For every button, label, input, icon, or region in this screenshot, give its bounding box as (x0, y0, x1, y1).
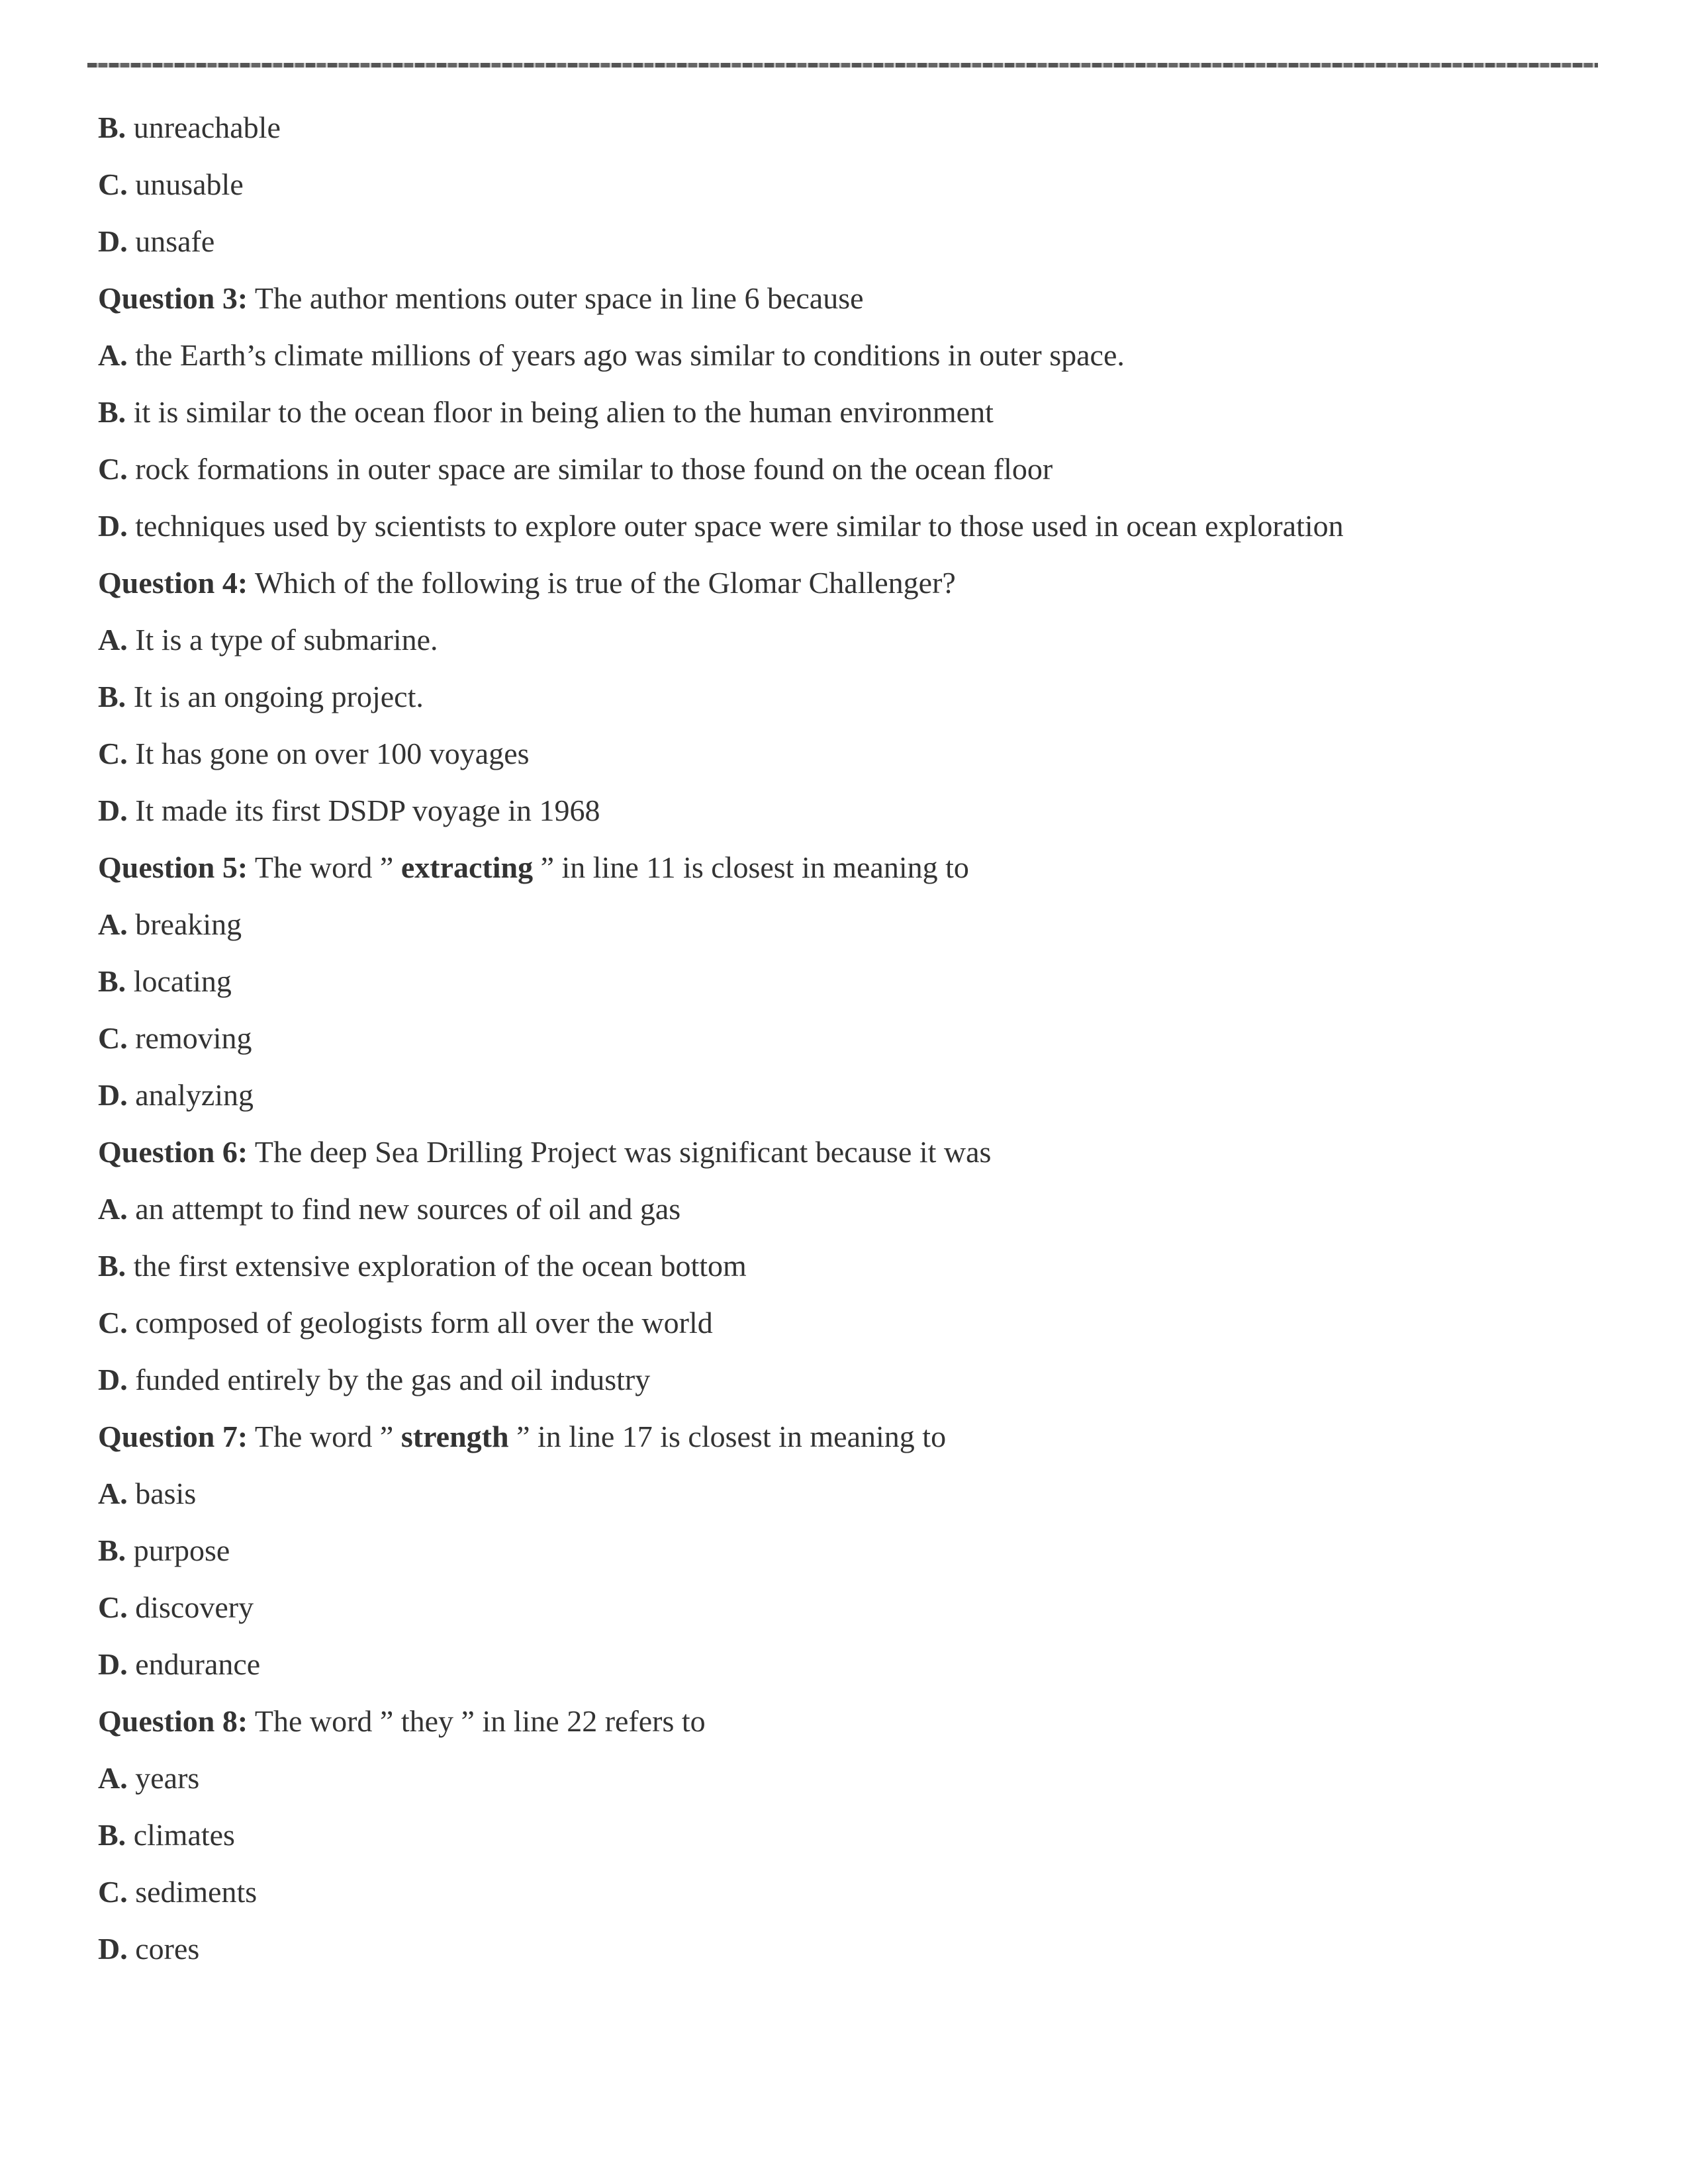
option-letter: A. (98, 623, 128, 657)
question-label: Question 6: (98, 1135, 248, 1169)
question-stem: The author mentions outer space in line 6 because (254, 281, 864, 315)
option-letter: D. (98, 1078, 128, 1112)
question-keyword: strength (400, 1420, 509, 1453)
option-letter: B. (98, 1533, 126, 1567)
option-text: rock formations in outer space are similar to those found on the ocean floor (135, 452, 1053, 486)
option-letter: A. (98, 907, 128, 941)
option-letter: C. (98, 1875, 128, 1909)
question-6 (98, 1124, 1587, 1181)
option-text: locating (133, 964, 232, 998)
question-stem-start: The word ” (254, 1420, 394, 1453)
q4-option-d (98, 782, 1587, 839)
question-stem: The deep Sea Drilling Project was significant because it was (254, 1135, 992, 1169)
q5-option-c (98, 1010, 1587, 1067)
q3-option-d (98, 498, 1587, 555)
option-text: It is a type of submarine. (135, 623, 438, 657)
option-text: the first extensive exploration of the ocean bottom (133, 1249, 747, 1283)
question-3 (98, 270, 1587, 327)
question-stem-end: ” in line 11 is closest in meaning to (540, 850, 969, 884)
option-text: unusable (135, 167, 244, 201)
option-letter: A. (98, 338, 128, 372)
option-text: it is similar to the ocean floor in being alien to the human environment (133, 395, 994, 429)
option-letter: D. (98, 509, 128, 543)
option-text: unsafe (135, 224, 215, 258)
question-label: Question 4: (98, 566, 248, 600)
q7-option-b (98, 1522, 1587, 1579)
q3-option-c (98, 441, 1587, 498)
option-letter: B. (98, 111, 126, 144)
option-text: analyzing (135, 1078, 254, 1112)
question-stem-start: The word ” (254, 850, 394, 884)
q4-option-c (98, 725, 1587, 782)
option-letter: C. (98, 1021, 128, 1055)
option-text: techniques used by scientists to explore outer space were similar to those used in ocean exploration (135, 509, 1344, 543)
question-stem: The word ” they ” in line 22 refers to (254, 1704, 706, 1738)
question-keyword: extracting (400, 850, 534, 884)
option-text: cores (135, 1932, 200, 1966)
question-4 (98, 555, 1587, 612)
q5-option-b (98, 953, 1587, 1010)
option-text: It is an ongoing project. (133, 680, 424, 713)
option-text: It made its first DSDP voyage in 1968 (135, 794, 600, 827)
option-text: endurance (135, 1647, 261, 1681)
q8-option-c (98, 1864, 1587, 1921)
q6-option-b (98, 1238, 1587, 1295)
option-text: the Earth’s climate millions of years ago was similar to conditions in outer space. (135, 338, 1125, 372)
option-letter: C. (98, 1590, 128, 1624)
option-text: unreachable (133, 111, 281, 144)
q2-option-c (98, 156, 1587, 213)
q3-option-b (98, 384, 1587, 441)
q7-option-c (98, 1579, 1587, 1636)
option-text: removing (135, 1021, 252, 1055)
option-letter: A. (98, 1477, 128, 1510)
q8-option-b (98, 1807, 1587, 1864)
option-text: basis (135, 1477, 197, 1510)
question-label: Question 7: (98, 1420, 248, 1453)
q7-option-d (98, 1636, 1587, 1693)
q5-option-d (98, 1067, 1587, 1124)
q8-option-a (98, 1750, 1587, 1807)
option-letter: B. (98, 1818, 126, 1852)
option-letter: A. (98, 1761, 128, 1795)
option-text: years (135, 1761, 200, 1795)
option-text: composed of geologists form all over the world (135, 1306, 713, 1340)
question-5 (98, 839, 1587, 896)
q4-option-a (98, 612, 1587, 668)
question-label: Question 8: (98, 1704, 248, 1738)
option-letter: C. (98, 1306, 128, 1340)
q6-option-a (98, 1181, 1587, 1238)
option-letter: C. (98, 167, 128, 201)
option-letter: B. (98, 964, 126, 998)
q7-option-a (98, 1465, 1587, 1522)
option-letter: C. (98, 452, 128, 486)
q2-option-d (98, 213, 1587, 270)
option-letter: D. (98, 1647, 128, 1681)
q8-option-d (98, 1921, 1587, 1978)
option-text: breaking (135, 907, 242, 941)
option-letter: D. (98, 1363, 128, 1396)
document-body (98, 99, 1587, 1978)
option-text: funded entirely by the gas and oil industry (135, 1363, 651, 1396)
option-letter: A. (98, 1192, 128, 1226)
option-text: sediments (135, 1875, 258, 1909)
option-text: climates (133, 1818, 235, 1852)
option-text: discovery (135, 1590, 254, 1624)
option-text: It has gone on over 100 voyages (135, 737, 530, 770)
q4-option-b (98, 668, 1587, 725)
question-stem: Which of the following is true of the Glomar Challenger? (254, 566, 956, 600)
option-letter: D. (98, 224, 128, 258)
q3-option-a (98, 327, 1587, 384)
q6-option-d (98, 1351, 1587, 1408)
option-text: an attempt to find new sources of oil and gas (135, 1192, 681, 1226)
q2-option-b (98, 99, 1587, 156)
option-letter: B. (98, 680, 126, 713)
question-label: Question 3: (98, 281, 248, 315)
top-divider (87, 63, 1598, 68)
option-letter: B. (98, 1249, 126, 1283)
question-label: Question 5: (98, 850, 248, 884)
question-7 (98, 1408, 1587, 1465)
question-stem-end: ” in line 17 is closest in meaning to (516, 1420, 947, 1453)
q6-option-c (98, 1295, 1587, 1351)
option-text: purpose (133, 1533, 230, 1567)
option-letter: D. (98, 794, 128, 827)
option-letter: B. (98, 395, 126, 429)
question-8 (98, 1693, 1587, 1750)
option-letter: D. (98, 1932, 128, 1966)
option-letter: C. (98, 737, 128, 770)
q5-option-a (98, 896, 1587, 953)
